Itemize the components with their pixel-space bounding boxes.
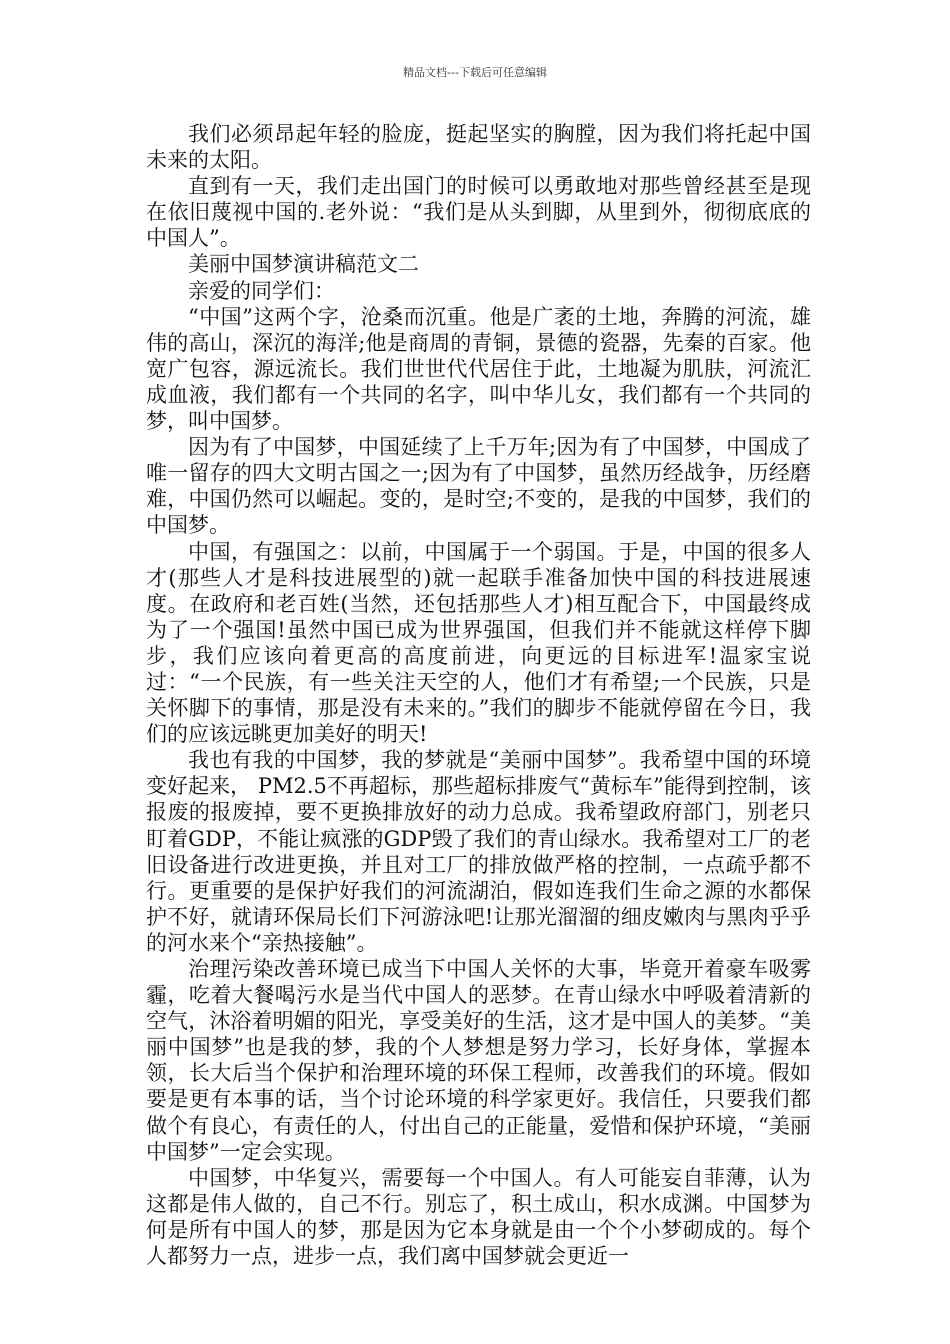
paragraph-6: 我也有我的中国梦，我的梦就是“美丽中国梦”。我希望中国的环境变好起来， PM2.5不再超标，那些超标排废气“黄标车”能得到控制，该报废的报废掉，要不更换排放好的动力总成。我希望政府部门，别老只盯着GDP，不能让疯涨的GDP毁了我们的青山绿水。我希望对工厂的老旧设备进行改进更换，并且对工厂的排放做严格的控制，一点疏乎都不行。更重要的是保护好我们的河流湖泊，假如连我们生命之源的水都保护不好，就请环保局长们下河游泳吧!让那光溜溜的细皮嫩肉与黑肉乎乎的河水来个“亲热接触”。 — [146, 748, 811, 955]
document-body — [146, 121, 811, 1269]
paragraph-8: 中国梦，中华复兴，需要每一个中国人。有人可能妄自菲薄，认为这都是伟人做的，自己不行。别忘了，积土成山，积水成渊。中国梦为何是所有中国人的梦，那是因为它本身就是由一个个小梦砌成的。每个人都努力一点，进步一点，我们离中国梦就会更近一 — [146, 1165, 811, 1269]
paragraph-5: 中国，有强国之：以前，中国属于一个弱国。于是，中国的很多人才(那些人才是科技进展型的)就一起联手准备加快中国的科技进展速度。在政府和老百姓(当然，还包括那些人才)相互配合下，中国最终成为了一个强国!虽然中国已成为世界强国，但我们并不能就这样停下脚步，我们应该向着更高的高度前进，向更远的目标进军!温家宝说过：“一个民族，有一些关注天空的人，他们才有希望;一个民族，只是关怀脚下的事情，那是没有未来的。”我们的脚步不能就停留在今日，我们的应该远眺更加美好的明天! — [146, 539, 811, 747]
page-header: 精品文档---下载后可任意编辑 — [403, 66, 547, 79]
paragraph-1: 我们必须昂起年轻的脸庞，挺起坚实的胸膛，因为我们将托起中国未来的太阳。 — [146, 122, 811, 173]
paragraph-7: 治理污染改善环境已成当下中国人关怀的大事，毕竟开着豪车吸雾霾，吃着大餐喝污水是当代中国人的恶梦。在青山绿水中呼吸着清新的空气，沐浴着明媚的阳光，享受美好的生活，这才是中国人的美梦。“美丽中国梦”也是我的梦，我的个人梦想是努力学习，长好身体，掌握本领，长大后当个保护和治理环境的环保工程师，改善我们的环境。假如要是更有本事的话，当个讨论环境的科学家更好。我信任，只要我们都做个有良心，有责任的人，付出自己的正能量，爱惜和保护环境，“美丽中国梦”一定会实现。 — [146, 957, 811, 1164]
section-title: 美丽中国梦演讲稿范文二 — [188, 252, 419, 277]
salutation: 亲爱的同学们： — [188, 278, 335, 303]
paragraph-3: “中国”这两个字，沧桑而沉重。他是广袤的土地，奔腾的河流，雄伟的高山，深沉的海洋;他是商周的青铜，景德的瓷器，先秦的百家。他宽广包容，源远流长。我们世世代代居住于此，土地凝为肌肤，河流汇成血液，我们都有一个共同的名字，叫中华儿女，我们都有一个共同的梦，叫中国梦。 — [146, 304, 811, 434]
paragraph-2: 直到有一天，我们走出国门的时候可以勇敢地对那些曾经甚至是现在依旧蔑视中国的.老外说：“我们是从头到脚，从里到外，彻彻底底的中国人”。 — [146, 174, 811, 251]
paragraph-4: 因为有了中国梦，中国延续了上千万年;因为有了中国梦，中国成了唯一留存的四大文明古国之一;因为有了中国梦，虽然历经战争，历经磨难，中国仍然可以崛起。变的，是时空;不变的，是我的中国梦，我们的中国梦。 — [146, 435, 811, 538]
